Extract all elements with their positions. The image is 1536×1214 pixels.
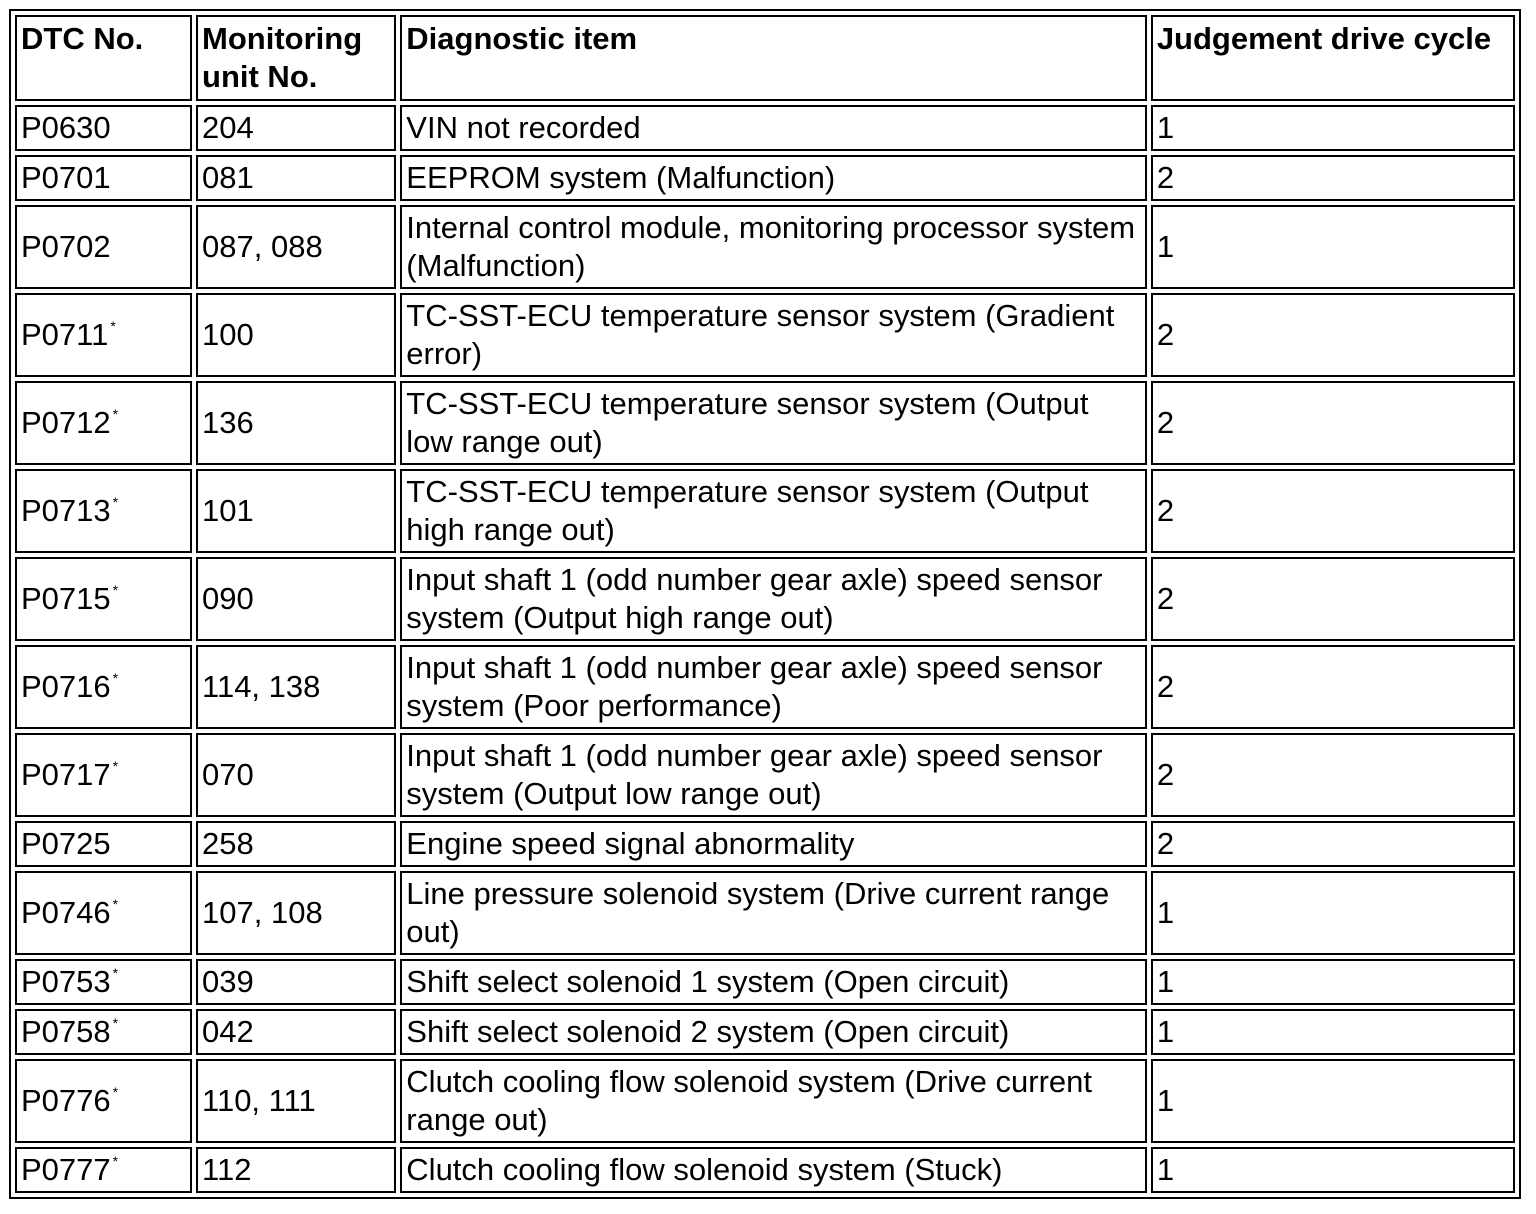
table-row: [15, 205, 1515, 289]
cell-diagnostic-item: EEPROM system (Malfunction): [400, 155, 1147, 201]
footnote-asterisk: *: [110, 318, 116, 334]
cell-dtc-no: [15, 205, 192, 289]
cell-judgement-drive-cycle: 2: [1151, 155, 1515, 201]
cell-judgement-drive-cycle: 1: [1151, 871, 1515, 955]
footnote-asterisk: *: [112, 896, 119, 912]
dtc-code: P0713: [21, 493, 111, 528]
table-body: [15, 105, 1515, 1193]
cell-dtc-no: [15, 821, 192, 867]
cell-monitoring-unit-no: 204: [196, 105, 396, 151]
cell-diagnostic-item: Shift select solenoid 2 system (Open circuit): [400, 1009, 1147, 1055]
table-row: [15, 821, 1515, 867]
dtc-code: P0630: [21, 110, 111, 145]
cell-monitoring-unit-no: 087, 088: [196, 205, 396, 289]
footnote-asterisk: *: [112, 1015, 119, 1031]
dtc-code: P0712: [21, 405, 111, 440]
cell-dtc-no: [15, 733, 192, 817]
header-monitoring-unit-no: Monitoring unit No.: [196, 15, 396, 101]
cell-monitoring-unit-no: 136: [196, 381, 396, 465]
cell-judgement-drive-cycle: 2: [1151, 293, 1515, 377]
dtc-code: P0776: [21, 1083, 111, 1118]
dtc-code: P0725: [21, 826, 111, 861]
header-dtc-no: DTC No.: [15, 15, 192, 101]
cell-monitoring-unit-no: 039: [196, 959, 396, 1005]
cell-monitoring-unit-no: 090: [196, 557, 396, 641]
cell-diagnostic-item: TC-SST-ECU temperature sensor system (Gradient error): [400, 293, 1147, 377]
footnote-asterisk: *: [112, 758, 119, 774]
table-row: [15, 645, 1515, 729]
cell-diagnostic-item: Engine speed signal abnormality: [400, 821, 1147, 867]
footnote-asterisk: *: [112, 582, 119, 598]
cell-judgement-drive-cycle: 2: [1151, 821, 1515, 867]
cell-diagnostic-item: Input shaft 1 (odd number gear axle) speed sensor system (Output high range out): [400, 557, 1147, 641]
cell-dtc-no: [15, 645, 192, 729]
footnote-asterisk: *: [112, 670, 119, 686]
dtc-code: P0777: [21, 1152, 111, 1187]
cell-judgement-drive-cycle: 1: [1151, 105, 1515, 151]
cell-monitoring-unit-no: 258: [196, 821, 396, 867]
cell-diagnostic-item: Clutch cooling flow solenoid system (Stuck): [400, 1147, 1147, 1193]
table-row: [15, 155, 1515, 201]
table-header-row: [15, 15, 1515, 101]
header-diagnostic-item: Diagnostic item: [400, 15, 1147, 101]
dtc-code: P0717: [21, 757, 111, 792]
cell-diagnostic-item: Internal control module, monitoring processor system (Malfunction): [400, 205, 1147, 289]
cell-dtc-no: [15, 1059, 192, 1143]
cell-dtc-no: [15, 293, 192, 377]
cell-monitoring-unit-no: 081: [196, 155, 396, 201]
table-row: [15, 1147, 1515, 1193]
dtc-code: P0715: [21, 581, 111, 616]
table-row: [15, 1009, 1515, 1055]
cell-dtc-no: [15, 557, 192, 641]
dtc-table: [9, 9, 1521, 1199]
footnote-asterisk: *: [112, 965, 119, 981]
dtc-code: P0716: [21, 669, 111, 704]
cell-judgement-drive-cycle: 2: [1151, 557, 1515, 641]
cell-judgement-drive-cycle: 1: [1151, 959, 1515, 1005]
cell-dtc-no: [15, 381, 192, 465]
dtc-code: P0702: [21, 229, 111, 264]
table-row: [15, 871, 1515, 955]
cell-monitoring-unit-no: 107, 108: [196, 871, 396, 955]
cell-diagnostic-item: Input shaft 1 (odd number gear axle) speed sensor system (Output low range out): [400, 733, 1147, 817]
cell-monitoring-unit-no: 100: [196, 293, 396, 377]
cell-monitoring-unit-no: 042: [196, 1009, 396, 1055]
footnote-asterisk: *: [112, 1153, 119, 1169]
table-row: [15, 557, 1515, 641]
cell-dtc-no: [15, 105, 192, 151]
cell-dtc-no: [15, 871, 192, 955]
table-row: [15, 733, 1515, 817]
cell-dtc-no: [15, 1147, 192, 1193]
table-row: [15, 959, 1515, 1005]
cell-judgement-drive-cycle: 2: [1151, 381, 1515, 465]
footnote-asterisk: *: [112, 494, 119, 510]
cell-dtc-no: [15, 959, 192, 1005]
cell-monitoring-unit-no: 114, 138: [196, 645, 396, 729]
cell-dtc-no: [15, 1009, 192, 1055]
dtc-code: P0753: [21, 964, 111, 999]
table-row: [15, 105, 1515, 151]
cell-diagnostic-item: Line pressure solenoid system (Drive current range out): [400, 871, 1147, 955]
cell-judgement-drive-cycle: 1: [1151, 1009, 1515, 1055]
cell-monitoring-unit-no: 110, 111: [196, 1059, 396, 1143]
cell-judgement-drive-cycle: 2: [1151, 733, 1515, 817]
cell-judgement-drive-cycle: 1: [1151, 205, 1515, 289]
cell-judgement-drive-cycle: 1: [1151, 1147, 1515, 1193]
header-judgement-drive-cycle: Judgement drive cycle: [1151, 15, 1515, 101]
dtc-table-container: [9, 9, 1521, 1199]
cell-monitoring-unit-no: 112: [196, 1147, 396, 1193]
cell-dtc-no: [15, 155, 192, 201]
table-row: [15, 381, 1515, 465]
dtc-code: P0758: [21, 1014, 111, 1049]
dtc-code: P0711: [21, 317, 109, 352]
cell-diagnostic-item: Shift select solenoid 1 system (Open circuit): [400, 959, 1147, 1005]
table-row: [15, 1059, 1515, 1143]
footnote-asterisk: *: [112, 406, 119, 422]
dtc-code: P0701: [21, 160, 111, 195]
cell-diagnostic-item: TC-SST-ECU temperature sensor system (Output high range out): [400, 469, 1147, 553]
cell-diagnostic-item: VIN not recorded: [400, 105, 1147, 151]
table-row: [15, 293, 1515, 377]
cell-monitoring-unit-no: 070: [196, 733, 396, 817]
cell-diagnostic-item: Input shaft 1 (odd number gear axle) speed sensor system (Poor performance): [400, 645, 1147, 729]
cell-diagnostic-item: Clutch cooling flow solenoid system (Drive current range out): [400, 1059, 1147, 1143]
cell-judgement-drive-cycle: 2: [1151, 645, 1515, 729]
footnote-asterisk: *: [112, 1084, 119, 1100]
dtc-code: P0746: [21, 895, 111, 930]
cell-judgement-drive-cycle: 1: [1151, 1059, 1515, 1143]
cell-judgement-drive-cycle: 2: [1151, 469, 1515, 553]
cell-diagnostic-item: TC-SST-ECU temperature sensor system (Output low range out): [400, 381, 1147, 465]
table-row: [15, 469, 1515, 553]
cell-monitoring-unit-no: 101: [196, 469, 396, 553]
cell-dtc-no: [15, 469, 192, 553]
